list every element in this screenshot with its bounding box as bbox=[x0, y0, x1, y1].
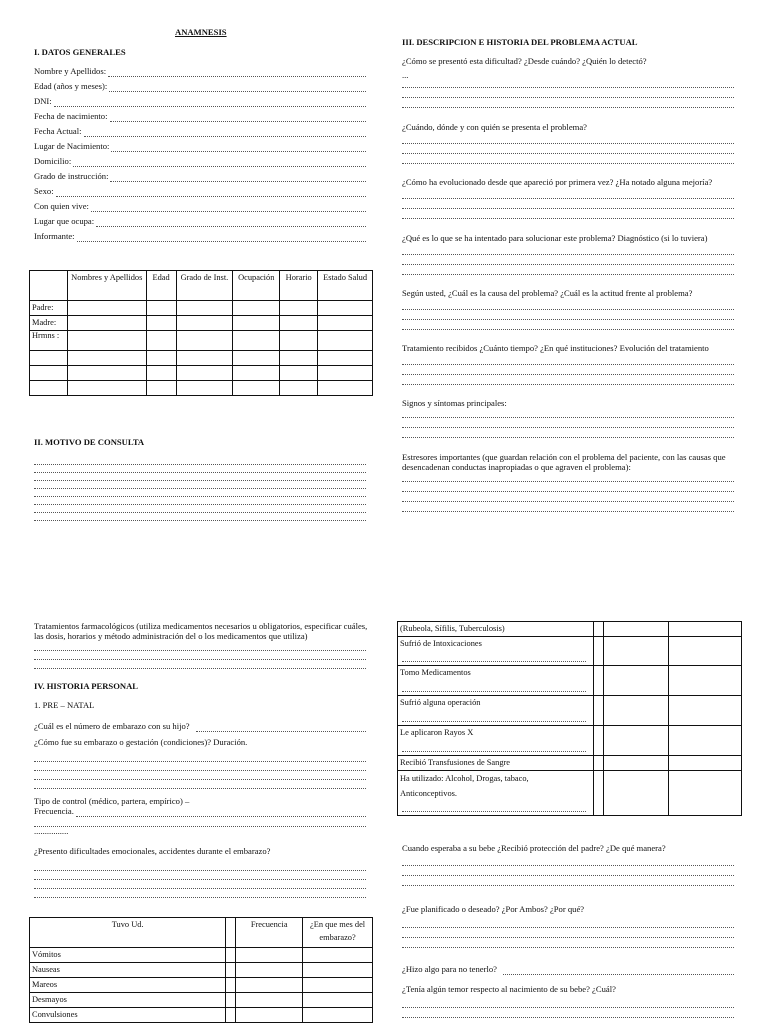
family-table-cell[interactable] bbox=[67, 366, 146, 381]
family-table-cell[interactable] bbox=[146, 301, 176, 316]
symptom-cell[interactable] bbox=[303, 1008, 373, 1023]
family-table-cell[interactable] bbox=[233, 366, 280, 381]
field-label: Sexo: bbox=[34, 186, 54, 196]
answer-line[interactable] bbox=[34, 503, 366, 505]
symptom-cell[interactable] bbox=[226, 963, 236, 978]
antecedente-label: Sufrió de Intoxicaciones bbox=[400, 639, 482, 648]
family-table-cell[interactable] bbox=[176, 381, 233, 396]
section-historia-personal-heading: IV. HISTORIA PERSONAL bbox=[34, 681, 139, 691]
antecedente-cell[interactable] bbox=[669, 666, 742, 696]
symptom-cell[interactable] bbox=[303, 993, 373, 1008]
answer-line[interactable] bbox=[34, 495, 366, 497]
embarazo-numero-label: ¿Cuál es el número de embarazo con su hijo? bbox=[34, 721, 190, 731]
symptoms-table bbox=[29, 917, 373, 1023]
family-table-row-label: Hrmns : bbox=[30, 331, 68, 351]
answer-line[interactable] bbox=[402, 308, 734, 310]
field-row[interactable] bbox=[34, 96, 366, 107]
answer-line[interactable] bbox=[402, 416, 734, 418]
descripcion-question: Tratamiento recibidos ¿Cuánto tiempo? ¿En qué instituciones? Evolución del tratamiento bbox=[402, 343, 709, 353]
answer-line[interactable] bbox=[34, 769, 366, 771]
field-row[interactable] bbox=[34, 231, 366, 242]
symptom-label: Vómitos bbox=[30, 948, 226, 963]
answer-line[interactable] bbox=[402, 253, 734, 255]
family-table-cell[interactable] bbox=[280, 366, 318, 381]
answer-line[interactable] bbox=[34, 511, 366, 513]
family-table-header: Edad bbox=[146, 271, 176, 301]
antecedente-row bbox=[398, 666, 594, 696]
family-table-header bbox=[30, 271, 68, 301]
antecedente-cell[interactable] bbox=[669, 637, 742, 666]
antecedente-cell[interactable] bbox=[669, 622, 742, 637]
family-table-cell[interactable] bbox=[233, 331, 280, 351]
answer-line[interactable] bbox=[34, 649, 366, 651]
antecedente-cell[interactable] bbox=[603, 726, 669, 756]
answer-line[interactable] bbox=[34, 778, 366, 780]
prenatal-heading: 1. PRE – NATAL bbox=[34, 700, 95, 710]
family-table-cell[interactable] bbox=[233, 301, 280, 316]
answer-line[interactable] bbox=[402, 436, 734, 438]
symptom-cell[interactable] bbox=[236, 963, 303, 978]
proteccion-question: Cuando esperaba a su bebe ¿Recibió protección del padre? ¿De qué manera? bbox=[402, 843, 666, 853]
answer-line[interactable] bbox=[402, 426, 734, 428]
family-table-cell[interactable] bbox=[146, 316, 176, 331]
antecedente-cell[interactable] bbox=[603, 637, 669, 666]
family-table-cell[interactable] bbox=[176, 331, 233, 351]
answer-line[interactable] bbox=[34, 471, 366, 473]
field-row[interactable] bbox=[34, 171, 366, 182]
answer-line[interactable] bbox=[34, 896, 366, 898]
temor-question: ¿Tenía algún temor respecto al nacimiento de su bebe? ¿Cuál? bbox=[402, 984, 616, 994]
answer-line[interactable] bbox=[402, 490, 734, 492]
family-table-header: Estado Salud bbox=[318, 271, 373, 301]
antecedente-cell[interactable] bbox=[669, 771, 742, 816]
family-table-cell[interactable] bbox=[67, 301, 146, 316]
family-table-cell[interactable] bbox=[146, 331, 176, 351]
answer-line[interactable] bbox=[402, 884, 734, 886]
answer-line[interactable] bbox=[34, 869, 366, 871]
answer-line[interactable] bbox=[402, 318, 734, 320]
family-table-cell[interactable] bbox=[67, 331, 146, 351]
field-row[interactable] bbox=[34, 201, 366, 212]
antecedente-row bbox=[398, 756, 594, 771]
answer-line[interactable] bbox=[402, 1016, 734, 1018]
answer-line[interactable] bbox=[402, 363, 734, 365]
family-table-cell[interactable] bbox=[280, 301, 318, 316]
family-table-header: Grado de Inst. bbox=[176, 271, 233, 301]
answer-line[interactable] bbox=[402, 383, 734, 385]
family-table-row-label bbox=[30, 366, 68, 381]
family-table-cell[interactable] bbox=[176, 366, 233, 381]
family-table-cell[interactable] bbox=[280, 316, 318, 331]
antecedente-cell[interactable] bbox=[593, 637, 603, 666]
gestacion-question: ¿Cómo fue su embarazo o gestación (condiciones)? Duración. bbox=[34, 737, 248, 747]
answer-line[interactable] bbox=[402, 207, 734, 209]
answer-line[interactable] bbox=[34, 519, 366, 521]
antecedente-row bbox=[398, 771, 594, 816]
symptoms-table-header: Frecuencia bbox=[236, 918, 303, 948]
pharma-question: Tratamientos farmacológicos (utiliza medicamentos necesarios u obligatorios, especificar cuáles, las dosis, horarios y método administración del o los medicamentos que utiliza) bbox=[34, 621, 368, 641]
field-label: Nombre y Apellidos: bbox=[34, 66, 107, 76]
symptom-label: Nauseas bbox=[30, 963, 226, 978]
descripcion-question: Estresores importantes (que guardan relación con el problema del paciente, con las causas que desencadenan conductas inapropiadas o que agraven el problema): bbox=[402, 452, 726, 472]
symptom-cell[interactable] bbox=[303, 978, 373, 993]
family-table-row-label: Madre: bbox=[30, 316, 68, 331]
family-table-cell[interactable] bbox=[67, 381, 146, 396]
family-table-cell[interactable] bbox=[280, 381, 318, 396]
family-table-row-label bbox=[30, 351, 68, 366]
symptom-cell[interactable] bbox=[236, 978, 303, 993]
family-table-cell[interactable] bbox=[318, 351, 373, 366]
symptoms-table-header: Tuvo Ud. bbox=[30, 918, 226, 948]
answer-line[interactable] bbox=[402, 1006, 734, 1008]
first-answer-ellipsis: ... bbox=[402, 70, 409, 80]
family-table-row-label: Padre: bbox=[30, 301, 68, 316]
antecedente-label: Ha utilizado: Alcohol, Drogas, tabaco, Anticonceptivos. bbox=[400, 774, 529, 798]
family-table-cell[interactable] bbox=[318, 331, 373, 351]
antecedente-row bbox=[398, 726, 594, 756]
answer-line[interactable] bbox=[402, 217, 734, 219]
answer-line[interactable] bbox=[34, 479, 366, 481]
family-table-cell[interactable] bbox=[146, 351, 176, 366]
symptom-label: Mareos bbox=[30, 978, 226, 993]
answer-line[interactable] bbox=[402, 810, 586, 812]
antecedente-cell[interactable] bbox=[603, 696, 669, 726]
field-row[interactable] bbox=[34, 156, 366, 167]
field-row[interactable] bbox=[34, 66, 366, 77]
antecedente-cell[interactable] bbox=[593, 666, 603, 696]
field-label: Lugar que ocupa: bbox=[34, 216, 95, 226]
family-table-cell[interactable] bbox=[318, 301, 373, 316]
symptoms-table-header: ¿En que mes del embarazo? bbox=[303, 918, 373, 948]
answer-line[interactable] bbox=[402, 750, 586, 752]
answer-line[interactable] bbox=[402, 142, 734, 144]
antecedente-label: Le aplicaron Rayos X bbox=[400, 728, 474, 737]
answer-line[interactable] bbox=[34, 878, 366, 880]
symptom-cell[interactable] bbox=[226, 1008, 236, 1023]
no-tenerlo-question bbox=[402, 964, 734, 975]
answer-line[interactable] bbox=[402, 946, 734, 948]
family-table-cell[interactable] bbox=[233, 316, 280, 331]
answer-line[interactable] bbox=[402, 152, 734, 154]
symptom-cell[interactable] bbox=[236, 948, 303, 963]
symptom-cell[interactable] bbox=[236, 1008, 303, 1023]
field-row[interactable] bbox=[34, 81, 366, 92]
symptom-cell[interactable] bbox=[303, 948, 373, 963]
descripcion-question: ¿Qué es lo que se ha intentado para solucionar este problema? Diagnóstico (si lo tuviera) bbox=[402, 233, 708, 243]
antecedente-cell[interactable] bbox=[669, 726, 742, 756]
field-label: Fecha de nacimiento: bbox=[34, 111, 108, 121]
antecedente-cell[interactable] bbox=[669, 756, 742, 771]
planificado-question: ¿Fue planificado o deseado? ¿Por Ambos? ¿Por qué? bbox=[402, 904, 585, 914]
antecedente-cell[interactable] bbox=[603, 666, 669, 696]
antecedente-label: Recibió Transfusiones de Sangre bbox=[400, 758, 511, 767]
answer-line[interactable] bbox=[402, 162, 734, 164]
family-table-cell[interactable] bbox=[318, 366, 373, 381]
field-label: Grado de instrucción: bbox=[34, 171, 109, 181]
answer-line[interactable] bbox=[402, 660, 586, 662]
antecedente-cell[interactable] bbox=[593, 771, 603, 816]
frecuencia-label: Frecuencia. bbox=[34, 806, 74, 816]
answer-line[interactable] bbox=[402, 96, 734, 98]
field-row[interactable] bbox=[34, 216, 366, 227]
no-tenerlo-label: ¿Hizo algo para no tenerlo? bbox=[402, 964, 497, 974]
answer-line[interactable] bbox=[34, 463, 366, 465]
descripcion-question: ¿Cuándo, dónde y con quién se presenta el problema? bbox=[402, 122, 587, 132]
family-table-cell[interactable] bbox=[67, 351, 146, 366]
answer-line[interactable] bbox=[34, 658, 366, 660]
descripcion-question: ¿Cómo ha evolucionado desde que apareció por primera vez? ¿Ha notado alguna mejoría? bbox=[402, 177, 713, 187]
descripcion-question: Según usted, ¿Cuál es la causa del problema? ¿Cuál es la actitud frente al problema? bbox=[402, 288, 693, 298]
control-question: Tipo de control (médico, partera, empírico) – bbox=[34, 796, 190, 806]
family-table-cell[interactable] bbox=[280, 351, 318, 366]
family-table bbox=[29, 270, 373, 396]
symptom-cell[interactable] bbox=[226, 993, 236, 1008]
antecedente-row bbox=[398, 637, 594, 666]
symptom-cell[interactable] bbox=[226, 948, 236, 963]
control-extra-dots: ................ bbox=[34, 826, 69, 836]
descripcion-question: Signos y síntomas principales: bbox=[402, 398, 507, 408]
symptoms-table-header bbox=[226, 918, 236, 948]
symptom-cell[interactable] bbox=[226, 978, 236, 993]
family-table-cell[interactable] bbox=[233, 351, 280, 366]
antecedente-cell[interactable] bbox=[603, 756, 669, 771]
family-table-cell[interactable] bbox=[146, 366, 176, 381]
answer-line[interactable] bbox=[34, 787, 366, 789]
antecedente-cell[interactable] bbox=[603, 771, 669, 816]
field-row[interactable] bbox=[34, 141, 366, 152]
section-datos-generales-heading: I. DATOS GENERALES bbox=[34, 47, 126, 57]
answer-line[interactable] bbox=[34, 487, 366, 489]
field-row[interactable] bbox=[34, 126, 366, 137]
field-label: Edad (años y meses): bbox=[34, 81, 108, 91]
section-descripcion-heading: III. DESCRIPCION E HISTORIA DEL PROBLEMA ACTUAL bbox=[402, 37, 638, 47]
family-table-cell[interactable] bbox=[176, 301, 233, 316]
symptom-label: Convulsiones bbox=[30, 1008, 226, 1023]
antecedente-cell[interactable] bbox=[593, 622, 603, 637]
family-table-cell[interactable] bbox=[280, 331, 318, 351]
family-table-row-label bbox=[30, 381, 68, 396]
answer-line[interactable] bbox=[402, 720, 586, 722]
answer-line[interactable] bbox=[402, 936, 734, 938]
descripcion-question: ¿Cómo se presentó esta dificultad? ¿Desde cuándo? ¿Quién lo detectó? bbox=[402, 56, 647, 66]
embarazo-numero-question bbox=[34, 721, 366, 732]
family-table-header: Ocupación bbox=[233, 271, 280, 301]
antecedente-label: Sufrió alguna operación bbox=[400, 698, 481, 707]
field-row[interactable] bbox=[34, 111, 366, 122]
answer-line[interactable] bbox=[402, 480, 734, 482]
control-frecuencia bbox=[34, 806, 366, 817]
dificultades-question: ¿Presento dificultades emocionales, accidentes durante el embarazo? bbox=[34, 846, 271, 856]
family-table-cell[interactable] bbox=[233, 381, 280, 396]
answer-line[interactable] bbox=[402, 106, 734, 108]
field-label: Con quien vive: bbox=[34, 201, 89, 211]
answer-line[interactable] bbox=[34, 887, 366, 889]
answer-line[interactable] bbox=[34, 667, 366, 669]
document-title: ANAMNESIS bbox=[175, 27, 227, 37]
family-table-cell[interactable] bbox=[176, 351, 233, 366]
answer-line[interactable] bbox=[402, 500, 734, 502]
family-table-header: Horario bbox=[280, 271, 318, 301]
antecedente-cell[interactable] bbox=[603, 622, 669, 637]
section-motivo-heading: II. MOTIVO DE CONSULTA bbox=[34, 437, 145, 447]
antecedente-row bbox=[398, 622, 594, 637]
answer-line[interactable] bbox=[402, 86, 734, 88]
antecedente-label: (Rubeola, Sífilis, Tuberculosis) bbox=[400, 624, 505, 633]
answer-line[interactable] bbox=[402, 328, 734, 330]
antecedente-cell[interactable] bbox=[593, 726, 603, 756]
family-table-header: Nombres y Apellidos bbox=[67, 271, 146, 301]
answer-line[interactable] bbox=[402, 926, 734, 928]
answer-line[interactable] bbox=[402, 273, 734, 275]
antecedentes-table bbox=[397, 621, 742, 816]
field-label: Domicilio: bbox=[34, 156, 72, 166]
family-table-cell[interactable] bbox=[318, 381, 373, 396]
answer-line[interactable] bbox=[402, 510, 734, 512]
field-label: Informante: bbox=[34, 231, 75, 241]
family-table-cell[interactable] bbox=[318, 316, 373, 331]
answer-line[interactable] bbox=[402, 373, 734, 375]
antecedente-label: Tomo Medicamentos bbox=[400, 668, 471, 677]
field-label: DNI: bbox=[34, 96, 52, 106]
family-table-cell[interactable] bbox=[176, 316, 233, 331]
answer-line[interactable] bbox=[402, 263, 734, 265]
answer-line[interactable] bbox=[402, 197, 734, 199]
symptom-label: Desmayos bbox=[30, 993, 226, 1008]
antecedente-row bbox=[398, 696, 594, 726]
answer-line[interactable] bbox=[402, 690, 586, 692]
answer-line[interactable] bbox=[34, 760, 366, 762]
answer-line[interactable] bbox=[402, 864, 734, 866]
field-row[interactable] bbox=[34, 186, 366, 197]
family-table-cell[interactable] bbox=[146, 381, 176, 396]
answer-line[interactable] bbox=[402, 874, 734, 876]
antecedente-cell[interactable] bbox=[593, 696, 603, 726]
field-label: Fecha Actual: bbox=[34, 126, 82, 136]
antecedente-cell[interactable] bbox=[593, 756, 603, 771]
symptom-cell[interactable] bbox=[303, 963, 373, 978]
field-label: Lugar de Nacimiento: bbox=[34, 141, 110, 151]
family-table-cell[interactable] bbox=[67, 316, 146, 331]
symptom-cell[interactable] bbox=[236, 993, 303, 1008]
antecedente-cell[interactable] bbox=[669, 696, 742, 726]
